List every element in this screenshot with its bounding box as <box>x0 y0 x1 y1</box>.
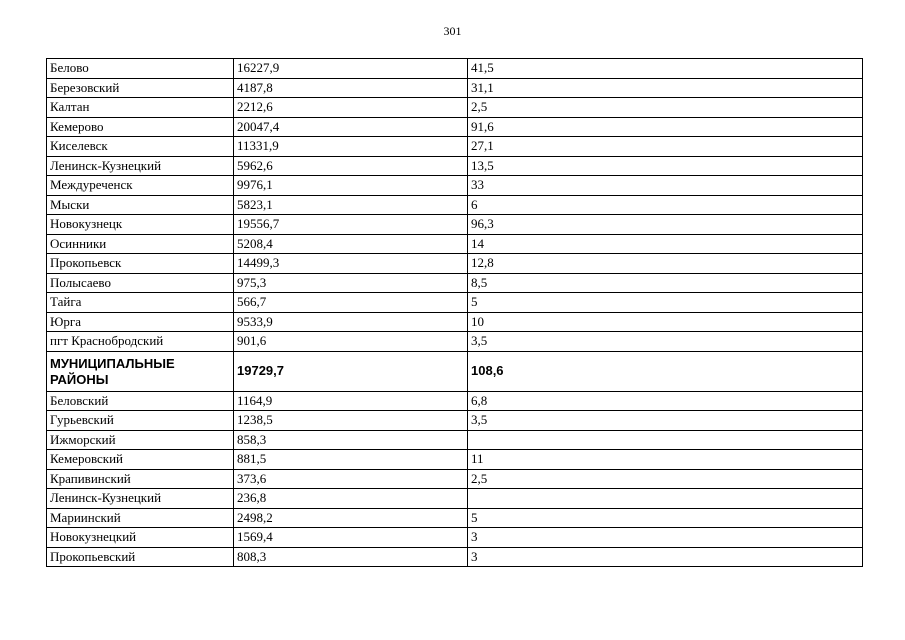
cell-extra: 10 <box>468 312 863 332</box>
cell-value: 1238,5 <box>234 411 468 431</box>
cell-name: Мариинский <box>47 508 234 528</box>
cell-name: Мыски <box>47 195 234 215</box>
cell-extra: 31,1 <box>468 78 863 98</box>
cell-extra: 8,5 <box>468 273 863 293</box>
cell-value: 14499,3 <box>234 254 468 274</box>
cell-value: 19556,7 <box>234 215 468 235</box>
cell-name: Белово <box>47 59 234 79</box>
cell-extra: 33 <box>468 176 863 196</box>
cell-name: Крапивинский <box>47 469 234 489</box>
cell-name: Ленинск-Кузнецкий <box>47 489 234 509</box>
table-row <box>47 430 863 450</box>
cell-extra <box>468 489 863 509</box>
table-row <box>47 391 863 411</box>
cell-name: Прокопьевский <box>47 547 234 567</box>
table-row <box>47 59 863 79</box>
cell-extra: 2,5 <box>468 469 863 489</box>
table-row <box>47 98 863 118</box>
cell-name: Тайга <box>47 293 234 313</box>
cell-name: Гурьевский <box>47 411 234 431</box>
cell-name: Прокопьевск <box>47 254 234 274</box>
cell-extra: 91,6 <box>468 117 863 137</box>
cell-extra: 2,5 <box>468 98 863 118</box>
data-table <box>46 58 863 567</box>
table-row <box>47 156 863 176</box>
cell-value: 5208,4 <box>234 234 468 254</box>
cell-extra: 12,8 <box>468 254 863 274</box>
cell-value: 9976,1 <box>234 176 468 196</box>
cell-extra: 3,5 <box>468 411 863 431</box>
cell-extra: 6 <box>468 195 863 215</box>
cell-name: Березовский <box>47 78 234 98</box>
table-row <box>47 273 863 293</box>
cell-extra: 3 <box>468 528 863 548</box>
table-row <box>47 489 863 509</box>
cell-extra: 11 <box>468 450 863 470</box>
cell-extra: 5 <box>468 508 863 528</box>
cell-value: 11331,9 <box>234 137 468 157</box>
cell-name: Юрга <box>47 312 234 332</box>
cell-value: 858,3 <box>234 430 468 450</box>
cell-name: Ижморский <box>47 430 234 450</box>
cell-value: 808,3 <box>234 547 468 567</box>
cell-extra: 6,8 <box>468 391 863 411</box>
cell-name: пгт Краснобродский <box>47 332 234 352</box>
cell-name: Беловский <box>47 391 234 411</box>
cell-value: 901,6 <box>234 332 468 352</box>
table-row <box>47 411 863 431</box>
cell-value: 19729,7 <box>234 351 468 391</box>
cell-extra <box>468 430 863 450</box>
table-row <box>47 469 863 489</box>
cell-name: Ленинск-Кузнецкий <box>47 156 234 176</box>
cell-extra: 27,1 <box>468 137 863 157</box>
cell-name: Осинники <box>47 234 234 254</box>
cell-extra: 13,5 <box>468 156 863 176</box>
table-row <box>47 450 863 470</box>
table-row <box>47 508 863 528</box>
cell-value: 5823,1 <box>234 195 468 215</box>
cell-value: 20047,4 <box>234 117 468 137</box>
cell-value: 4187,8 <box>234 78 468 98</box>
cell-extra: 96,3 <box>468 215 863 235</box>
group-row <box>47 351 863 391</box>
table-row <box>47 117 863 137</box>
cell-name: Полысаево <box>47 273 234 293</box>
cell-value: 16227,9 <box>234 59 468 79</box>
cell-name: Новокузнецк <box>47 215 234 235</box>
cell-name: Новокузнецкий <box>47 528 234 548</box>
cell-extra: 5 <box>468 293 863 313</box>
cell-name: Кемеровский <box>47 450 234 470</box>
table-row <box>47 547 863 567</box>
cell-extra: 3 <box>468 547 863 567</box>
cell-value: 566,7 <box>234 293 468 313</box>
table-row <box>47 332 863 352</box>
cell-name: Междуреченск <box>47 176 234 196</box>
cell-value: 236,8 <box>234 489 468 509</box>
cell-extra: 108,6 <box>468 351 863 391</box>
cell-extra: 14 <box>468 234 863 254</box>
table-row <box>47 176 863 196</box>
cell-value: 975,3 <box>234 273 468 293</box>
cell-name: Кемерово <box>47 117 234 137</box>
cell-value: 373,6 <box>234 469 468 489</box>
table-row <box>47 234 863 254</box>
table-row <box>47 254 863 274</box>
table-row <box>47 215 863 235</box>
table-row <box>47 528 863 548</box>
cell-value: 1569,4 <box>234 528 468 548</box>
cell-name: Калтан <box>47 98 234 118</box>
cell-value: 881,5 <box>234 450 468 470</box>
table-row <box>47 312 863 332</box>
table-body <box>47 59 863 567</box>
cell-name: Киселевск <box>47 137 234 157</box>
table-row <box>47 78 863 98</box>
cell-extra: 41,5 <box>468 59 863 79</box>
cell-value: 5962,6 <box>234 156 468 176</box>
cell-value: 2498,2 <box>234 508 468 528</box>
table-row <box>47 293 863 313</box>
cell-extra: 3,5 <box>468 332 863 352</box>
cell-value: 1164,9 <box>234 391 468 411</box>
cell-value: 9533,9 <box>234 312 468 332</box>
table-row <box>47 195 863 215</box>
cell-name: МУНИЦИПАЛЬНЫЕ РАЙОНЫ <box>47 351 234 391</box>
cell-value: 2212,6 <box>234 98 468 118</box>
page-number: 301 <box>443 24 462 38</box>
table-row <box>47 137 863 157</box>
